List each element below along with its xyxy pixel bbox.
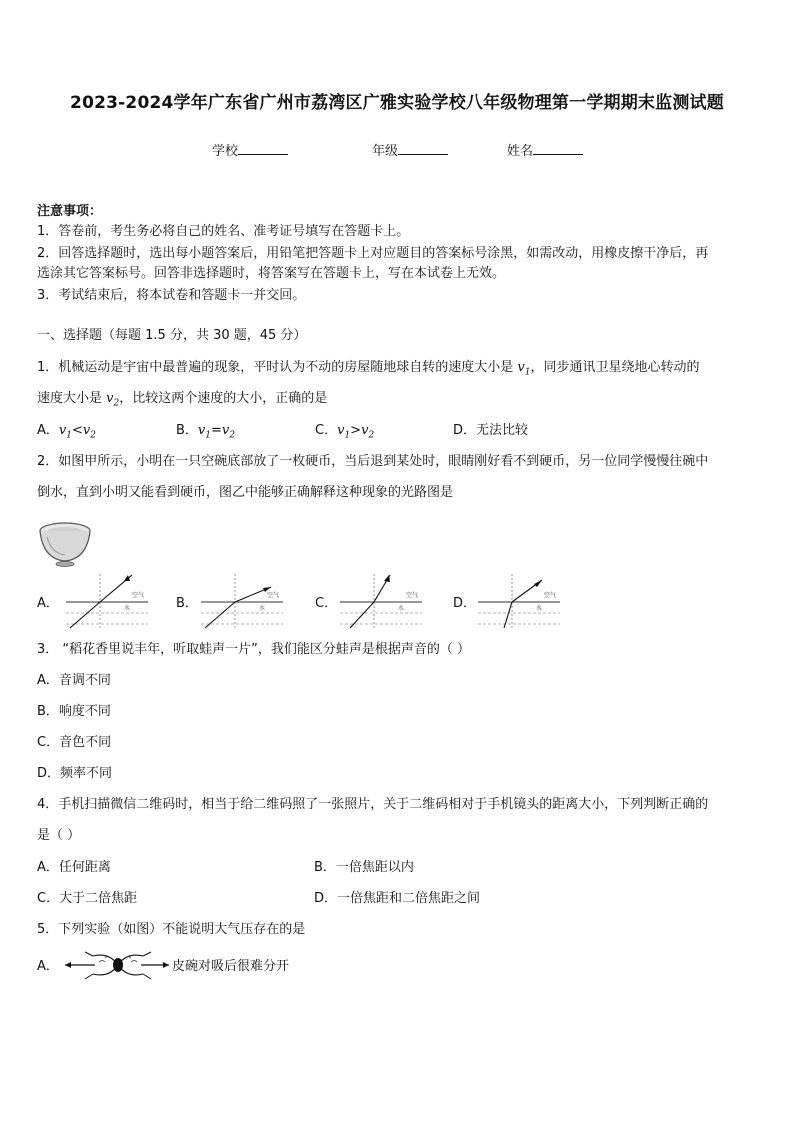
q2-option-b[interactable]: B． — [176, 596, 198, 611]
notice-item: 3．考试结束后，将本试卷和答题卡一并交回。 — [37, 288, 306, 303]
school-field — [212, 140, 288, 159]
q1-var-v2: $v_2$ — [106, 391, 120, 409]
q1-text: ，比较这两个速度的大小，正确的是 — [119, 391, 328, 406]
q2-diagram-a — [64, 572, 150, 630]
svg-text:空气: 空气 — [544, 592, 557, 599]
q1-option-c[interactable]: C．$v_1>v_2$ — [315, 423, 375, 441]
notice-item: 选涂其它答案标号。回答非选择题时，将答案写在答题卡上，写在本试卷上无效。 — [37, 266, 506, 281]
q2-option-a[interactable]: A． — [37, 596, 59, 611]
q4-option-d[interactable]: D．一倍焦距和二倍焦距之间 — [314, 891, 481, 906]
q4-option-a[interactable]: A．任何距离 — [37, 860, 111, 875]
q4-option-b[interactable]: B．一倍焦距以内 — [314, 860, 414, 875]
q1-option-b[interactable]: B．$v_1=v_2$ — [176, 423, 236, 441]
q3-option-c[interactable]: C．音色不同 — [37, 735, 112, 750]
q2-diagram-b — [199, 572, 285, 630]
grade-field — [372, 140, 448, 159]
q2-option-d[interactable]: D． — [453, 596, 477, 611]
svg-text:空气: 空气 — [267, 592, 280, 599]
notice-heading: 注意事项： — [37, 204, 103, 219]
suction-cups-image — [63, 948, 171, 982]
q3-option-a[interactable]: A．音调不同 — [37, 673, 111, 688]
name-blank[interactable] — [533, 142, 583, 155]
q2-line1: 2．如图甲所示，小明在一只空碗底部放了一枚硬币，当后退到某处时，眼睛刚好看不到硬币，另一位同学慢慢往碗中 — [37, 454, 709, 469]
q5-option-a-label[interactable]: A． — [37, 959, 59, 974]
school-label: 学校 — [212, 144, 239, 159]
q4-line2: 是（ ） — [37, 828, 81, 843]
q2-diagram-c — [338, 572, 424, 630]
school-blank[interactable] — [238, 142, 288, 155]
q3-option-d[interactable]: D．频率不同 — [37, 766, 113, 781]
svg-text:水: 水 — [398, 605, 405, 612]
q5-stem: 5．下列实验（如图）不能说明大气压存在的是 — [37, 922, 306, 937]
q1-option-d[interactable]: D．无法比较 — [453, 423, 529, 438]
q1-var-v1: $v_1$ — [517, 360, 531, 378]
q1-text: 1．机械运动是宇宙中最普遍的现象，平时认为不动的房屋随地球自转的速度大小是 — [37, 360, 514, 375]
bowl-image — [37, 519, 93, 567]
notice-item: 1．答卷前，考生务必将自己的姓名、准考证号填写在答题卡上。 — [37, 224, 410, 239]
grade-blank[interactable] — [398, 142, 448, 155]
q2-option-c[interactable]: C． — [315, 596, 338, 611]
q2-diagram-d — [476, 572, 562, 630]
svg-text:水: 水 — [124, 605, 131, 612]
q3-stem: 3． “稻花香里说丰年，听取蛙声一片”，我们能区分蛙声是根据声音的（ ） — [37, 642, 471, 657]
q5-option-a-text[interactable]: 皮碗对吸后很难分开 — [172, 959, 290, 974]
svg-text:空气: 空气 — [406, 592, 419, 599]
q4-option-c[interactable]: C．大于二倍焦距 — [37, 891, 138, 906]
q1-line2 — [37, 389, 327, 414]
exam-title: 2023-2024学年广东省广州市荔湾区广雅实验学校八年级物理第一学期期末监测试题 — [70, 93, 724, 113]
svg-text:水: 水 — [259, 605, 266, 612]
name-label: 姓名 — [507, 144, 534, 159]
q1-line1 — [37, 358, 700, 383]
svg-text:水: 水 — [536, 605, 543, 612]
name-field — [507, 140, 583, 159]
q2-line2: 倒水，直到小明又能看到硬币，图乙中能够正确解释这种现象的光路图是 — [37, 485, 454, 500]
q4-line1: 4．手机扫描微信二维码时，相当于给二维码照了一张照片，关于二维码相对于手机镜头的距离大小，下列判断正确的 — [37, 797, 709, 812]
q1-text: ，同步通讯卫星绕地心转动的 — [530, 360, 700, 375]
svg-text:空气: 空气 — [132, 592, 145, 599]
notice-item: 2．回答选择题时，选出每小题答案后，用铅笔把答题卡上对应题目的答案标号涂黑，如需改动，用橡皮擦干净后，再 — [37, 246, 709, 261]
q1-text: 速度大小是 — [37, 391, 103, 406]
q1-option-a[interactable]: A．$v_1<v_2$ — [37, 423, 96, 441]
section-heading: 一、选择题（每题 1.5 分，共 30 题，45 分） — [37, 328, 307, 343]
grade-label: 年级 — [372, 144, 399, 159]
q3-option-b[interactable]: B．响度不同 — [37, 704, 111, 719]
